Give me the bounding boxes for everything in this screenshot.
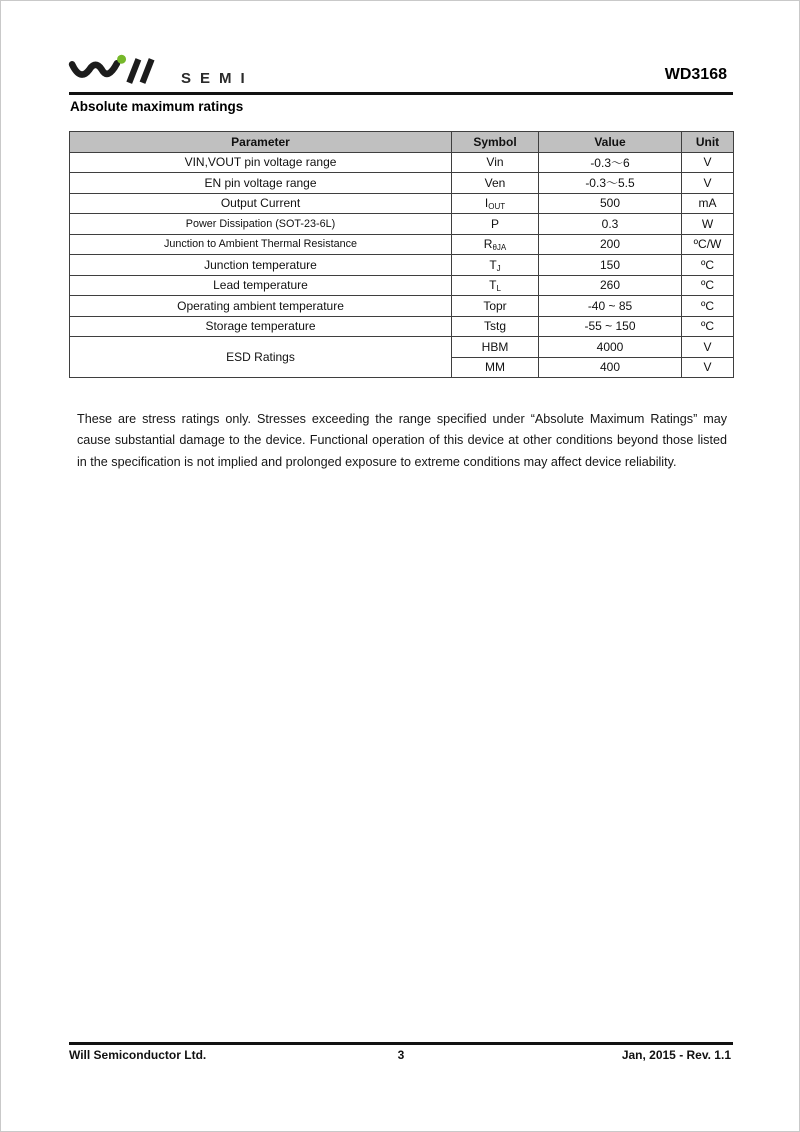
value-cell: -55 ~ 150	[539, 316, 682, 337]
symbol-base: Tstg	[483, 319, 506, 334]
footer-revision: Jan, 2015 - Rev. 1.1	[621, 1048, 731, 1062]
symbol-base: Topr	[483, 298, 507, 313]
unit-cell: V	[682, 152, 734, 173]
symbol-base: R	[483, 237, 493, 252]
unit-cell: V	[682, 173, 734, 194]
footer-company: Will Semiconductor Ltd.	[69, 1048, 207, 1062]
unit-cell: W	[682, 214, 734, 235]
symbol-cell	[452, 357, 539, 378]
logo-semi-text: SEMI	[181, 70, 254, 87]
symbol-subscript: L	[496, 284, 501, 294]
column-header-value: Value	[539, 132, 682, 153]
table-row	[70, 255, 734, 276]
symbol-base: HBM	[481, 339, 509, 354]
will-logo-icon	[67, 53, 169, 90]
parameter-cell: Storage temperature	[70, 316, 452, 337]
unit-cell: V	[682, 337, 734, 358]
symbol-base: T	[489, 278, 497, 293]
parameter-cell-esd: ESD Ratings	[70, 337, 452, 378]
value-cell: -0.3～6	[539, 152, 682, 173]
table-row	[70, 316, 734, 337]
symbol-cell	[452, 255, 539, 276]
parameter-cell: Lead temperature	[70, 275, 452, 296]
parameter-cell: Operating ambient temperature	[70, 296, 452, 317]
table-row	[70, 275, 734, 296]
symbol-cell	[452, 214, 539, 235]
symbol-subscript: θJA	[492, 243, 507, 253]
table-row	[70, 193, 734, 214]
unit-cell: ºC/W	[682, 234, 734, 255]
value-cell: -0.3～5.5	[539, 173, 682, 194]
symbol-cell	[452, 193, 539, 214]
column-header-symbol: Symbol	[452, 132, 539, 153]
unit-cell: V	[682, 357, 734, 378]
symbol-base: Vin	[486, 155, 504, 170]
symbol-base: MM	[485, 360, 505, 375]
parameter-cell: Power Dissipation (SOT-23-6L)	[70, 214, 452, 235]
value-cell: 4000	[539, 337, 682, 358]
value-cell: 200	[539, 234, 682, 255]
symbol-subscript: J	[496, 263, 501, 273]
table-row	[70, 296, 734, 317]
symbol-cell	[452, 234, 539, 255]
symbol-cell	[452, 275, 539, 296]
header-divider	[69, 92, 733, 95]
symbol-base: P	[490, 216, 499, 231]
value-cell: 260	[539, 275, 682, 296]
section-title: Absolute maximum ratings	[70, 99, 244, 114]
table-row	[70, 173, 734, 194]
table-row	[70, 214, 734, 235]
table-header-row	[70, 132, 734, 153]
unit-cell: ºC	[682, 296, 734, 317]
symbol-base: T	[489, 257, 497, 272]
value-cell: 400	[539, 357, 682, 378]
symbol-base: I	[484, 196, 489, 211]
company-logo	[67, 53, 254, 90]
value-cell: 500	[539, 193, 682, 214]
symbol-cell	[452, 152, 539, 173]
symbol-base: Ven	[484, 175, 506, 190]
parameter-cell: Output Current	[70, 193, 452, 214]
value-cell: -40 ~ 85	[539, 296, 682, 317]
stress-ratings-note: These are stress ratings only. Stresses exceeding the range specified under “Absolute Maximum Ratings” may cause substantial damage to the device. Functional operation of this device at other conditions beyond those listed in the specification is not implied and prolonged exposure to extreme conditions may affect device reliability.	[77, 412, 727, 469]
table-row-esd-hbm	[70, 337, 734, 358]
symbol-subscript: OUT	[488, 202, 506, 212]
value-cell: 0.3	[539, 214, 682, 235]
footer-divider	[69, 1042, 733, 1045]
unit-cell: ºC	[682, 316, 734, 337]
column-header-parameter: Parameter	[70, 132, 452, 153]
page-number: 3	[397, 1048, 405, 1062]
symbol-cell	[452, 296, 539, 317]
unit-cell: ºC	[682, 255, 734, 276]
parameter-cell: Junction temperature	[70, 255, 452, 276]
table-row	[70, 152, 734, 173]
unit-cell: mA	[682, 193, 734, 214]
unit-cell: ºC	[682, 275, 734, 296]
symbol-cell	[452, 316, 539, 337]
table-row	[70, 234, 734, 255]
parameter-cell: Junction to Ambient Thermal Resistance	[70, 234, 452, 255]
parameter-cell: VIN,VOUT pin voltage range	[70, 152, 452, 173]
logo-green-dot	[117, 55, 126, 64]
symbol-cell	[452, 337, 539, 358]
absolute-maximum-ratings-table	[69, 131, 734, 378]
value-cell: 150	[539, 255, 682, 276]
part-number: WD3168	[664, 66, 727, 83]
parameter-cell: EN pin voltage range	[70, 173, 452, 194]
column-header-unit: Unit	[682, 132, 734, 153]
symbol-cell	[452, 173, 539, 194]
